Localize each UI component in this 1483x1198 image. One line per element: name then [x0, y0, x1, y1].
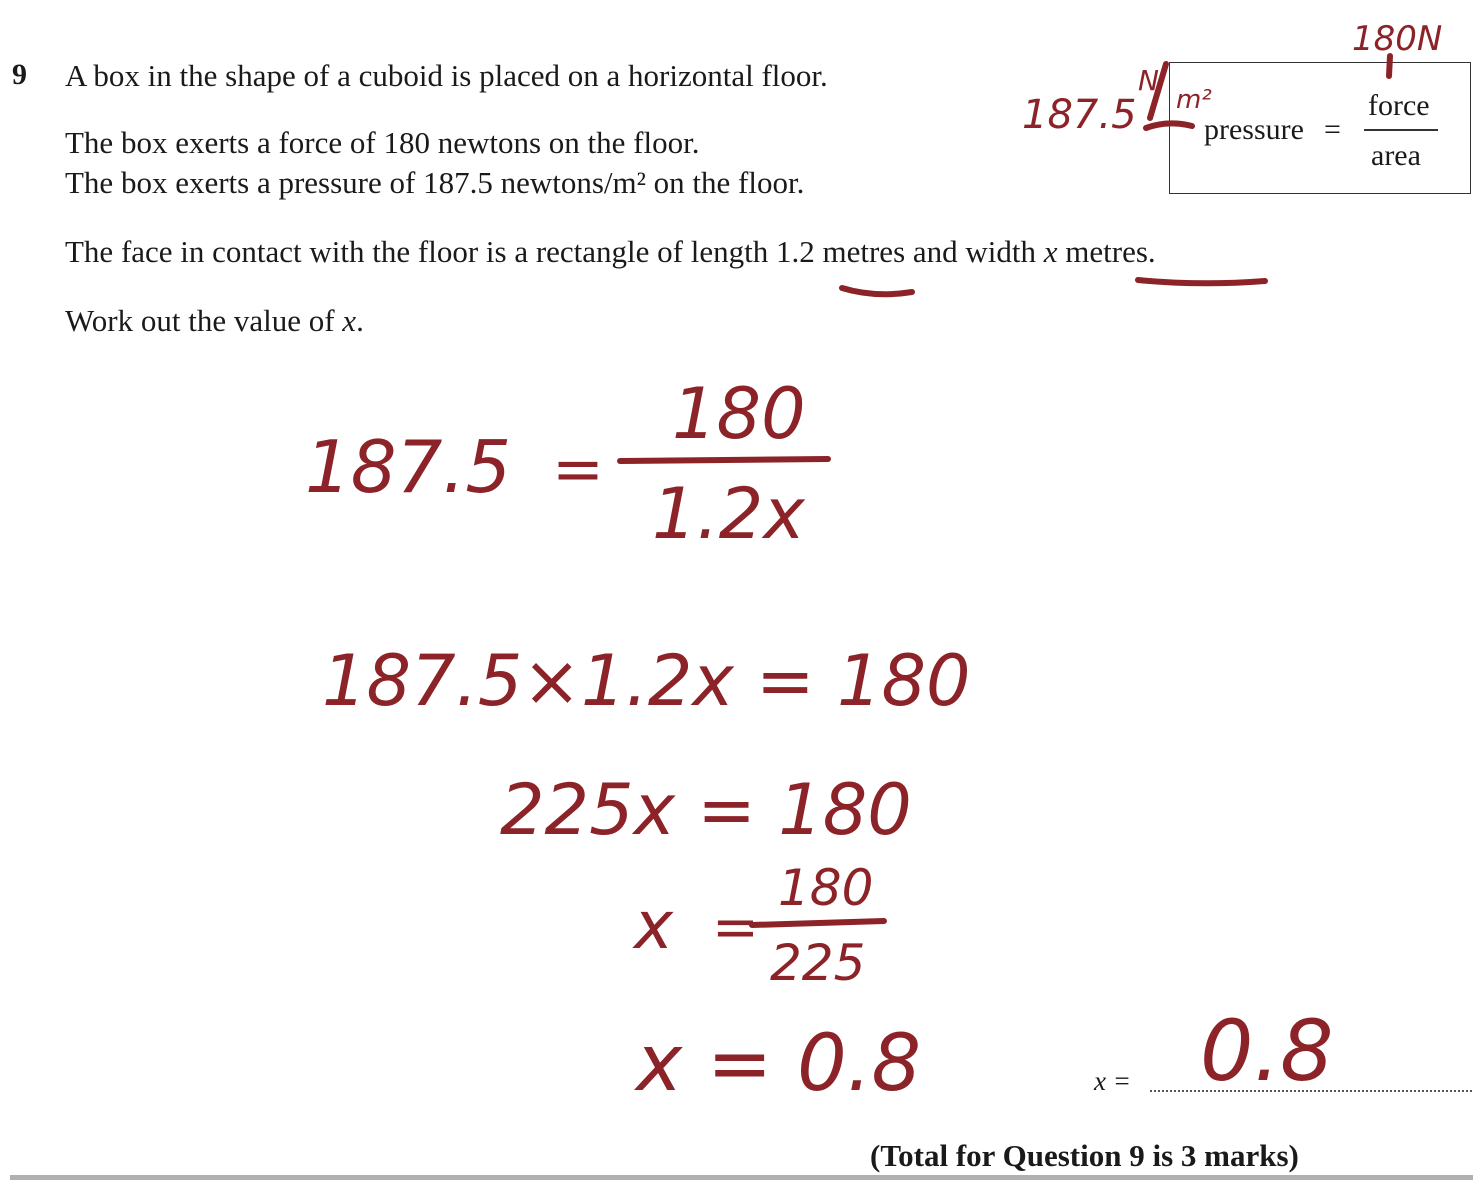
- eq4-numerator: 180: [778, 859, 874, 917]
- eq4-denominator: 225: [770, 934, 866, 992]
- total-marks: (Total for Question 9 is 3 marks): [870, 1138, 1299, 1173]
- eq4-lhs: x: [634, 887, 674, 964]
- question-line-1: A box in the shape of a cuboid is placed on a horizontal floor.: [65, 58, 828, 93]
- underline-width: [1138, 280, 1265, 283]
- eq1-denominator: 1.2x: [652, 473, 805, 555]
- eq1-fraction-bar: [620, 459, 828, 461]
- eq1-equals: =: [552, 432, 604, 505]
- annotation-unit-top: N: [1138, 64, 1159, 97]
- eq3: 225x = 180: [500, 769, 912, 851]
- formula-denominator: area: [1371, 139, 1421, 172]
- answer-label-text: x =: [1094, 1066, 1131, 1096]
- formula-lhs: pressure: [1204, 113, 1304, 146]
- formula-equals: =: [1324, 113, 1341, 146]
- line5-part-a: Work out the value of: [65, 303, 343, 338]
- eq4-fraction-bar: [752, 921, 884, 925]
- eq5: x = 0.8: [636, 1019, 922, 1109]
- annotation-force-arrow: [1389, 56, 1390, 76]
- line5-end: .: [356, 303, 364, 338]
- line4-part-b: metres and width: [814, 234, 1044, 269]
- eq1-numerator: 180: [672, 373, 806, 455]
- answer-value: 0.8: [1200, 1002, 1334, 1100]
- annotation-unit-bottom: m²: [1176, 85, 1212, 115]
- line4-end: .: [1147, 234, 1156, 269]
- eq1-lhs: 187.5: [305, 425, 512, 509]
- eq4-equals: =: [712, 895, 759, 960]
- line4-variable: x: [1043, 234, 1058, 269]
- underline-length: [842, 288, 912, 294]
- line4-length: 1.2: [776, 234, 815, 269]
- annotation-arrow-to-box: [1146, 123, 1192, 128]
- line4-part-c: metres: [1057, 234, 1148, 269]
- formula-numerator: force: [1368, 89, 1430, 122]
- annotation-force-value: 180N: [1352, 19, 1443, 59]
- question-line-2: The box exerts a force of 180 newtons on the floor.: [65, 125, 700, 160]
- annotation-pressure-value: 187.5: [1022, 92, 1137, 138]
- line5-variable: x: [342, 303, 357, 338]
- question-line-3: The box exerts a pressure of 187.5 newtons/m² on the floor.: [65, 165, 805, 200]
- eq2: 187.5×1.2x = 180: [322, 640, 971, 722]
- question-number: 9: [12, 58, 27, 91]
- line4-part-a: The face in contact with the floor is a rectangle of length: [65, 234, 776, 269]
